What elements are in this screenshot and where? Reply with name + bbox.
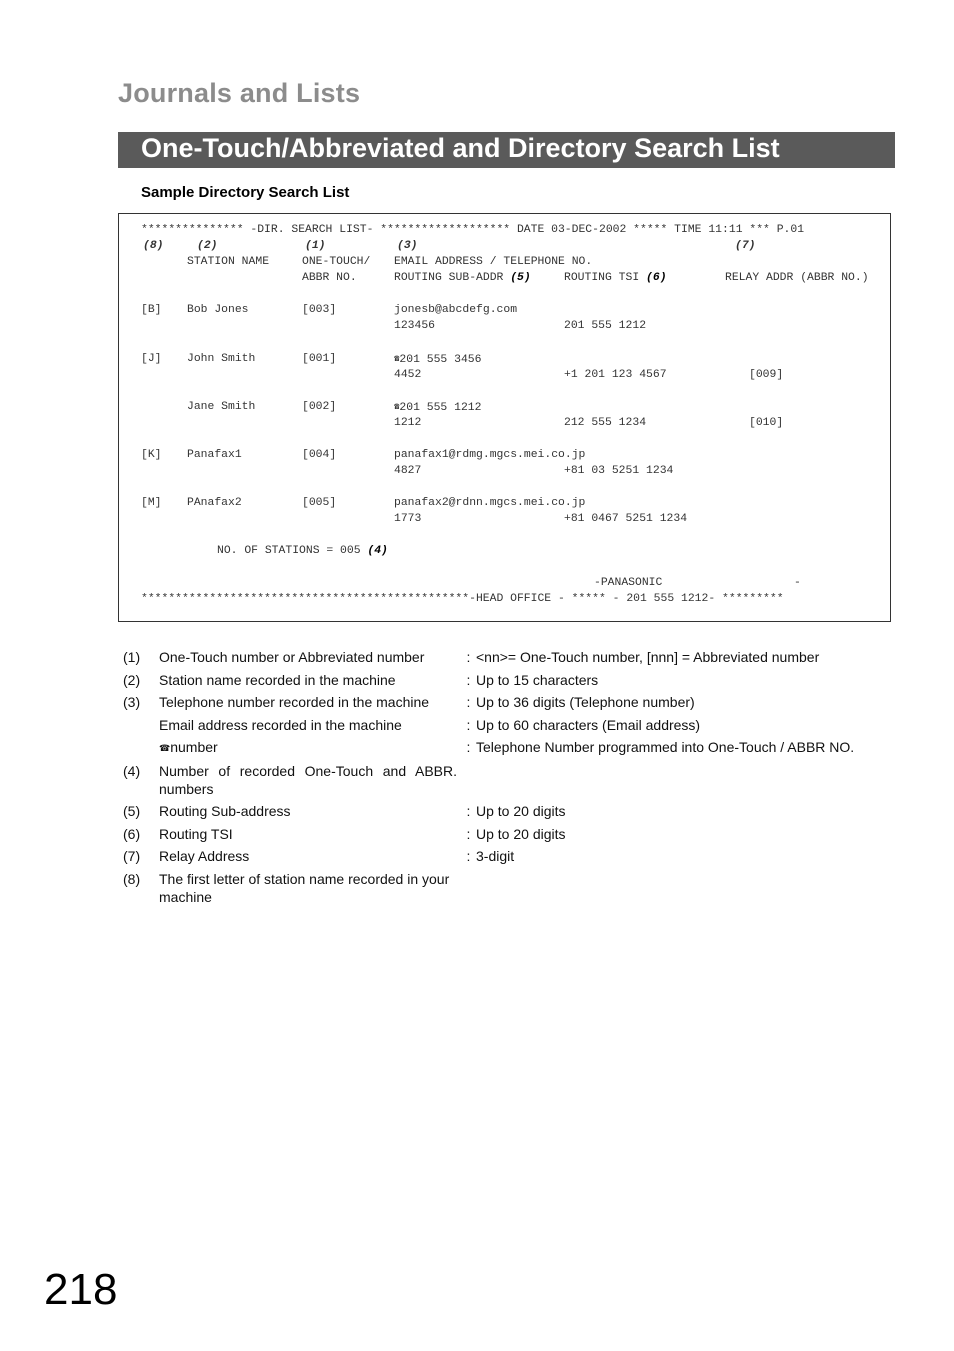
- subheading: Sample Directory Search List: [141, 184, 350, 201]
- col-abbr-no: ABBR NO.: [302, 272, 357, 284]
- page-number: 218: [44, 1265, 118, 1314]
- entry-routing-sub: 1773: [394, 513, 422, 525]
- entry-name: Bob Jones: [187, 304, 249, 316]
- entry-letter: [K]: [141, 449, 162, 461]
- stations-count: NO. OF STATIONS = 005 (4): [217, 545, 388, 557]
- col-email-tel: EMAIL ADDRESS / TELEPHONE NO.: [394, 256, 593, 268]
- entry-routing-tsi: +81 0467 5251 1234: [564, 513, 688, 525]
- entry-code: [002]: [302, 401, 337, 413]
- ref-marker-7: (7): [735, 240, 756, 252]
- col-relay: RELAY ADDR (ABBR NO.): [725, 272, 869, 284]
- legend-row: (1) One-Touch number or Abbreviated number : <nn>= One-Touch number, [nnn] = Abbreviated number: [123, 649, 820, 665]
- entry-routing-sub: 123456: [394, 320, 436, 332]
- entry-address: ☎201 555 1212: [394, 402, 482, 414]
- entry-name: Jane Smith: [187, 401, 256, 413]
- entry-routing-tsi: +81 03 5251 1234: [564, 465, 674, 477]
- entry-relay: [009]: [749, 369, 784, 381]
- report-printout: [118, 213, 891, 622]
- page-title: One-Touch/Abbreviated and Directory Search List: [141, 133, 780, 163]
- legend-row: (3) Telephone number recorded in the machine : Up to 36 digits (Telephone number): [123, 694, 695, 710]
- entry-routing-tsi: 201 555 1212: [564, 320, 647, 332]
- legend-row: (8) The first letter of station name recorded in your machine: [123, 870, 450, 905]
- brand-dash: -: [794, 577, 801, 589]
- title-bar: [118, 132, 895, 168]
- ref-marker-3: (3): [397, 240, 418, 252]
- telephone-icon: ☎: [394, 402, 400, 412]
- entry-code: [003]: [302, 304, 337, 316]
- entry-address: jonesb@abcdefg.com: [394, 304, 518, 316]
- entry-address: ☎201 555 3456: [394, 354, 482, 366]
- ref-marker-4: (4): [367, 545, 388, 557]
- entry-code: [005]: [302, 497, 337, 509]
- legend-row: (6) Routing TSI : Up to 20 digits: [123, 825, 566, 842]
- legend-row: ☎number : Telephone Number programmed into One-Touch / ABBR NO.: [159, 739, 855, 755]
- entry-routing-tsi: +1 201 123 4567: [564, 369, 667, 381]
- report-header-line: *************** -DIR. SEARCH LIST- ******************* DATE 03-DEC-2002 ***** TIME 11:11 *** P.01: [141, 224, 805, 236]
- ref-marker-1: (1): [305, 240, 326, 252]
- telephone-icon: ☎: [394, 354, 400, 364]
- entry-relay: [010]: [749, 417, 784, 429]
- ref-marker-6: (6): [646, 272, 667, 284]
- entry-name: PAnafax2: [187, 497, 242, 509]
- legend-row: (2) Station name recorded in the machine : Up to 15 characters: [123, 671, 599, 688]
- section-title: Journals and Lists: [118, 78, 361, 108]
- entry-letter: [J]: [141, 353, 162, 365]
- entry-letter: [M]: [141, 497, 162, 509]
- legend-row: (4) Number of recorded One-Touch and ABBR. numbers: [123, 762, 457, 797]
- entry-address: panafax2@rdnn.mgcs.mei.co.jp: [394, 497, 586, 509]
- legend-row: (5) Routing Sub-address : Up to 20 digits: [123, 803, 566, 819]
- entry-letter: [B]: [141, 304, 162, 316]
- report-footer-line: ************************************************-HEAD OFFICE - ***** - 201 555 1212- *********: [141, 593, 784, 605]
- entry-name: Panafax1: [187, 449, 242, 461]
- entry-routing-sub: 4827: [394, 465, 422, 477]
- ref-marker-8: (8): [143, 240, 164, 252]
- entry-routing-tsi: 212 555 1234: [564, 417, 647, 429]
- entry-name: John Smith: [187, 353, 256, 365]
- ref-marker-5: (5): [510, 272, 531, 284]
- col-station-name: STATION NAME: [187, 256, 270, 268]
- ref-marker-2: (2): [197, 240, 218, 252]
- col-routing-tsi: ROUTING TSI (6): [564, 272, 667, 284]
- entry-routing-sub: 4452: [394, 369, 422, 381]
- col-one-touch: ONE-TOUCH/: [302, 256, 371, 268]
- brand-label: -PANASONIC: [594, 577, 663, 589]
- entry-code: [004]: [302, 449, 337, 461]
- legend-row: Email address recorded in the machine : Up to 60 characters (Email address): [159, 716, 701, 733]
- entry-routing-sub: 1212: [394, 417, 422, 429]
- entry-address: panafax1@rdmg.mgcs.mei.co.jp: [394, 449, 586, 461]
- telephone-icon: ☎: [159, 743, 171, 753]
- legend-list: [118, 648, 898, 910]
- legend-row: (7) Relay Address : 3-digit: [123, 848, 515, 864]
- entry-code: [001]: [302, 353, 337, 365]
- col-routing-sub: ROUTING SUB-ADDR (5): [394, 272, 531, 284]
